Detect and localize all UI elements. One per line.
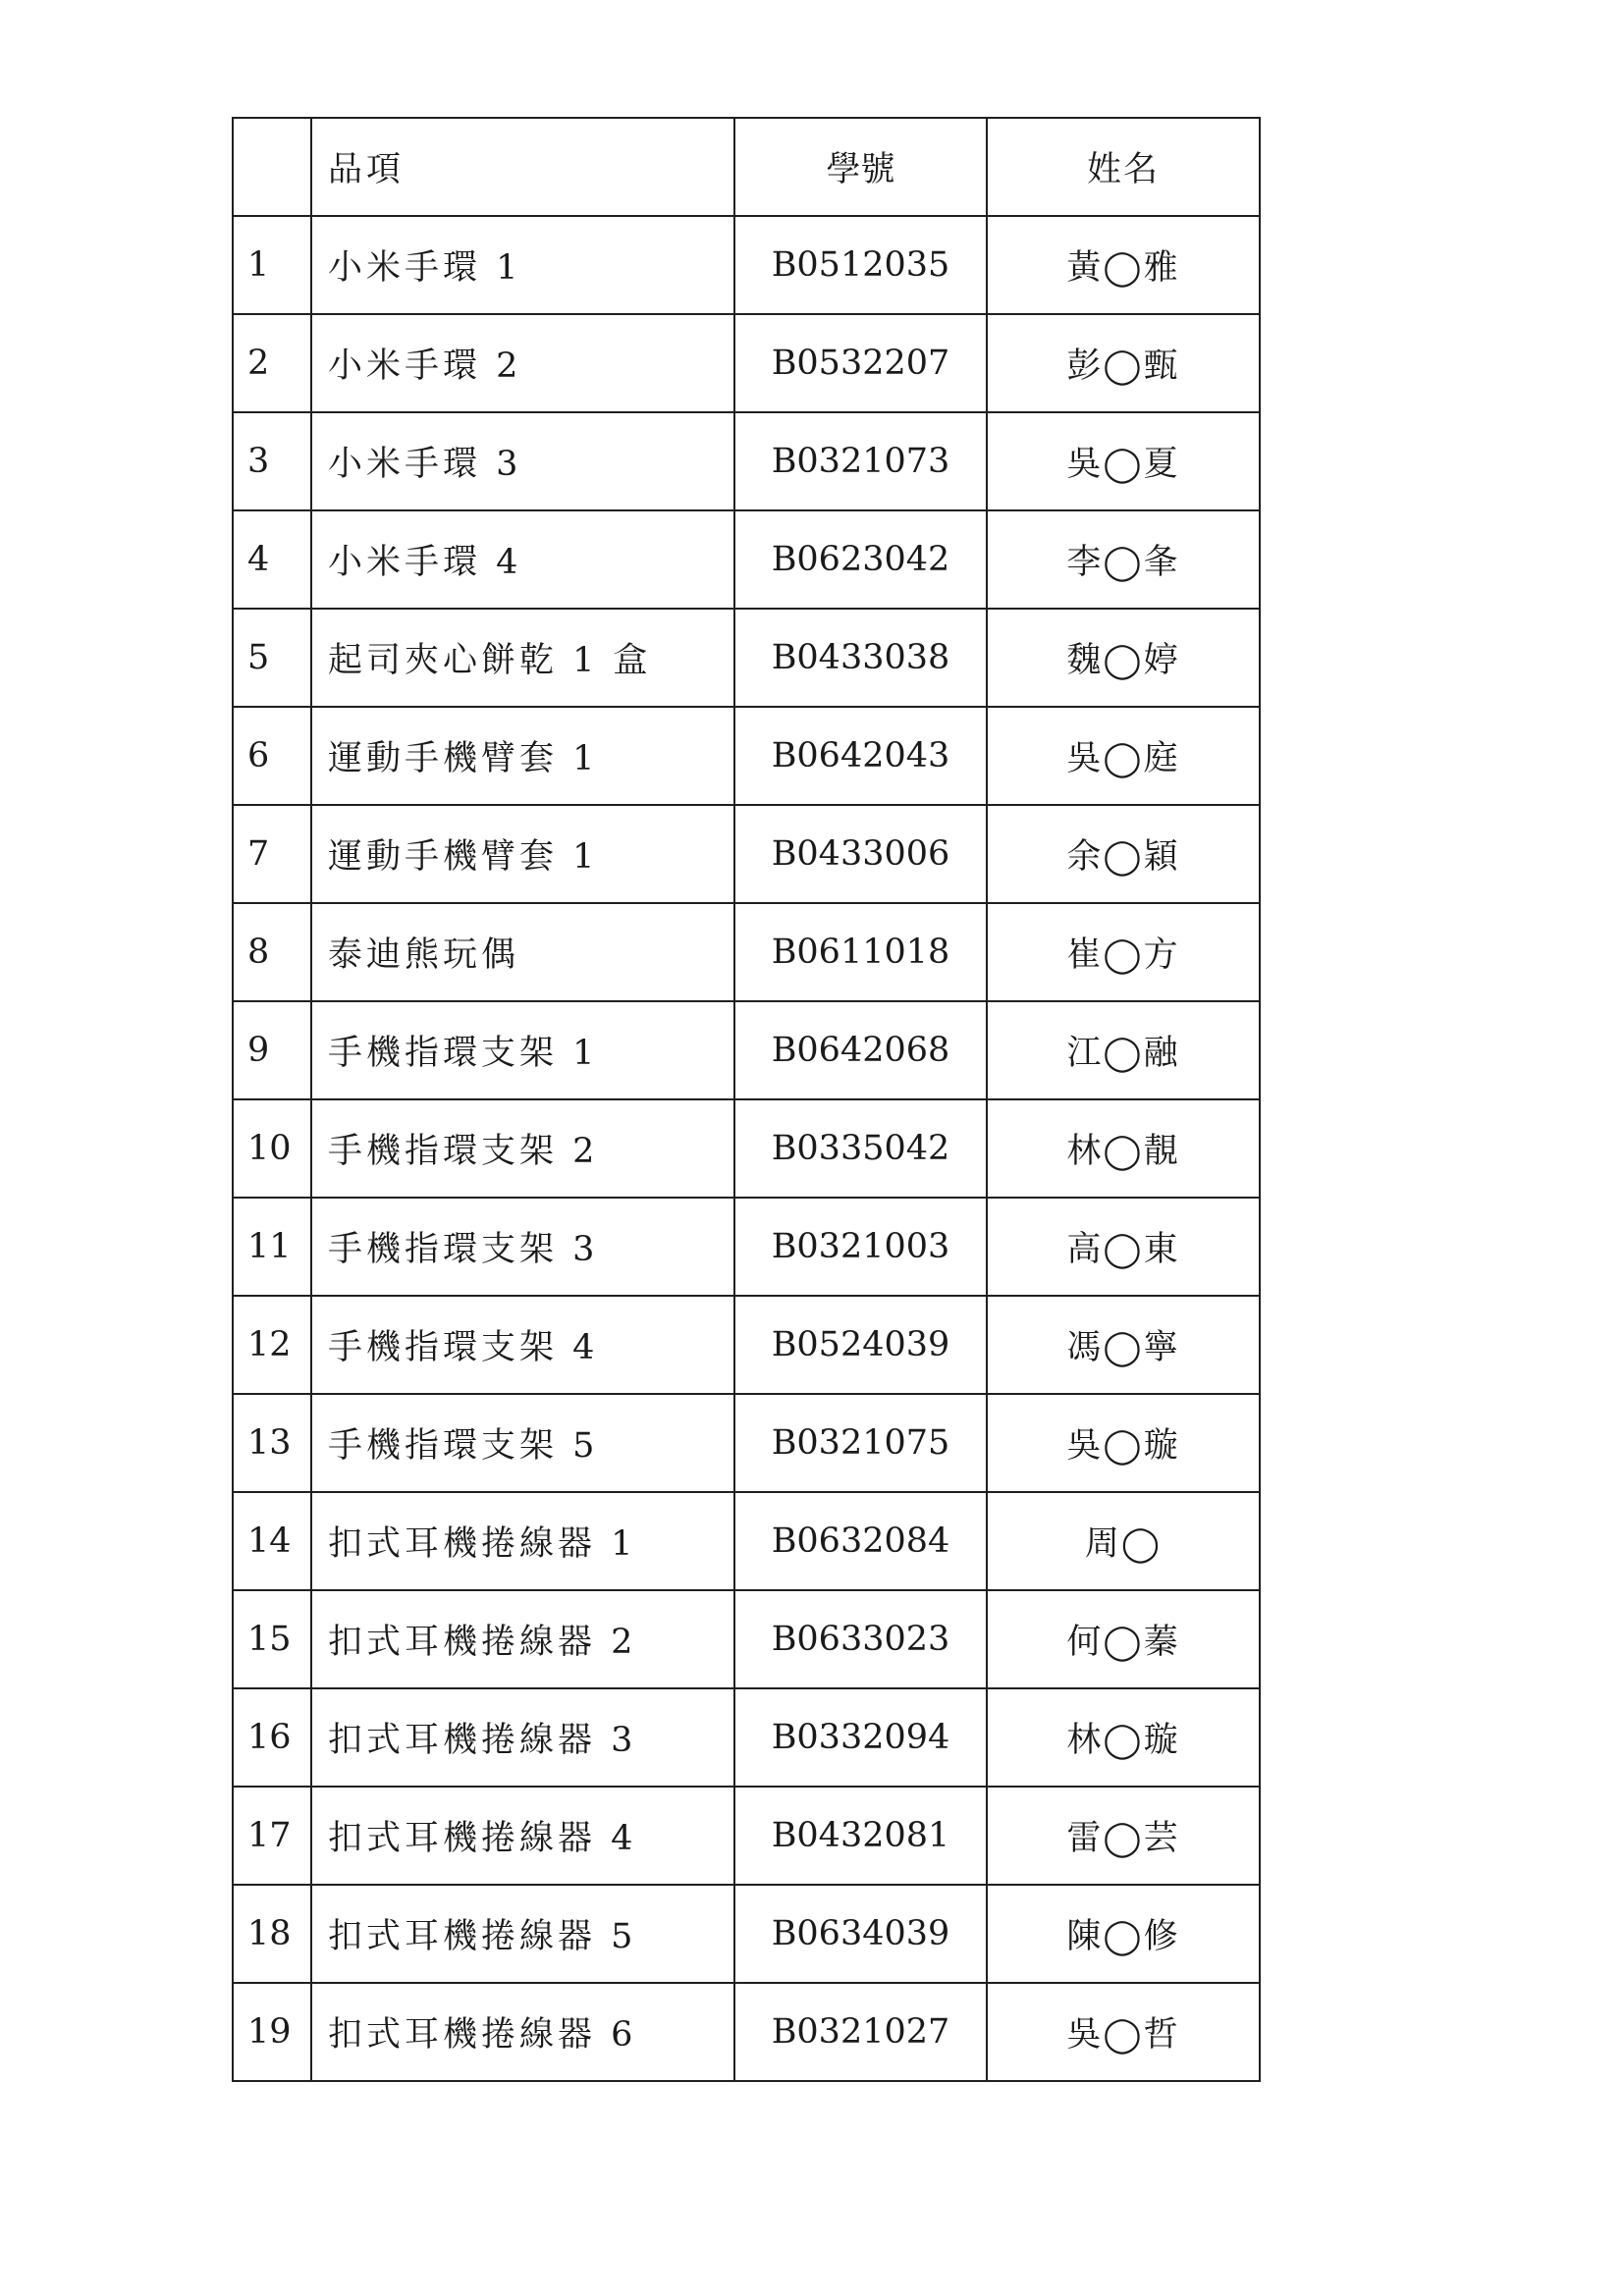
- table-row: [233, 314, 1260, 412]
- name-cell: 林◯靚: [987, 1099, 1260, 1198]
- item-cell: 扣式耳機捲線器 2: [311, 1590, 734, 1688]
- name-cell: 江◯融: [987, 1001, 1260, 1099]
- row-number: 8: [233, 903, 311, 1001]
- table-row: [233, 1688, 1260, 1787]
- table-row: [233, 1099, 1260, 1198]
- header-item: 品項: [311, 118, 734, 216]
- header-name: 姓名: [987, 118, 1260, 216]
- table-row: [233, 1590, 1260, 1688]
- item-cell: 小米手環 4: [311, 510, 734, 609]
- item-cell: 小米手環 1: [311, 216, 734, 314]
- row-number: 4: [233, 510, 311, 609]
- student-id-cell: B0335042: [734, 1099, 987, 1198]
- student-id-cell: B0642068: [734, 1001, 987, 1099]
- table-row: [233, 1394, 1260, 1492]
- name-cell: 吳◯庭: [987, 707, 1260, 805]
- table-row: [233, 805, 1260, 903]
- item-cell: 運動手機臂套 1: [311, 707, 734, 805]
- table-row: [233, 1787, 1260, 1885]
- name-cell: 吳◯璇: [987, 1394, 1260, 1492]
- student-id-cell: B0634039: [734, 1885, 987, 1983]
- item-cell: 手機指環支架 4: [311, 1296, 734, 1394]
- row-number: 7: [233, 805, 311, 903]
- name-cell: 黃◯雅: [987, 216, 1260, 314]
- row-number: 11: [233, 1198, 311, 1296]
- table-row: [233, 1001, 1260, 1099]
- student-id-cell: B0512035: [734, 216, 987, 314]
- row-number: 15: [233, 1590, 311, 1688]
- student-id-cell: B0321075: [734, 1394, 987, 1492]
- item-cell: 起司夾心餅乾 1 盒: [311, 609, 734, 707]
- table-row: [233, 707, 1260, 805]
- row-number: 1: [233, 216, 311, 314]
- row-number: 14: [233, 1492, 311, 1590]
- student-id-cell: B0632084: [734, 1492, 987, 1590]
- table-row: [233, 1198, 1260, 1296]
- name-cell: 高◯東: [987, 1198, 1260, 1296]
- name-cell: 周◯: [987, 1492, 1260, 1590]
- item-cell: 扣式耳機捲線器 6: [311, 1983, 734, 2081]
- item-cell: 小米手環 2: [311, 314, 734, 412]
- row-number: 19: [233, 1983, 311, 2081]
- prize-winners-table: [232, 117, 1261, 2082]
- name-cell: 馮◯寧: [987, 1296, 1260, 1394]
- row-number: 18: [233, 1885, 311, 1983]
- item-cell: 運動手機臂套 1: [311, 805, 734, 903]
- student-id-cell: B0642043: [734, 707, 987, 805]
- item-cell: 泰迪熊玩偶: [311, 903, 734, 1001]
- table-row: [233, 1983, 1260, 2081]
- table-header-row: [233, 118, 1260, 216]
- row-number: 6: [233, 707, 311, 805]
- student-id-cell: B0433038: [734, 609, 987, 707]
- name-cell: 林◯璇: [987, 1688, 1260, 1787]
- table-row: [233, 1296, 1260, 1394]
- student-id-cell: B0321027: [734, 1983, 987, 2081]
- item-cell: 扣式耳機捲線器 4: [311, 1787, 734, 1885]
- table-row: [233, 216, 1260, 314]
- table-body: [233, 216, 1260, 2081]
- item-cell: 手機指環支架 5: [311, 1394, 734, 1492]
- name-cell: 吳◯哲: [987, 1983, 1260, 2081]
- header-student-id: 學號: [734, 118, 987, 216]
- item-cell: 手機指環支架 2: [311, 1099, 734, 1198]
- name-cell: 雷◯芸: [987, 1787, 1260, 1885]
- row-number: 17: [233, 1787, 311, 1885]
- item-cell: 扣式耳機捲線器 5: [311, 1885, 734, 1983]
- header-number: [233, 118, 311, 216]
- table-row: [233, 903, 1260, 1001]
- name-cell: 余◯穎: [987, 805, 1260, 903]
- student-id-cell: B0321003: [734, 1198, 987, 1296]
- item-cell: 手機指環支架 3: [311, 1198, 734, 1296]
- name-cell: 彭◯甄: [987, 314, 1260, 412]
- row-number: 5: [233, 609, 311, 707]
- name-cell: 崔◯方: [987, 903, 1260, 1001]
- row-number: 3: [233, 412, 311, 510]
- name-cell: 李◯夆: [987, 510, 1260, 609]
- item-cell: 扣式耳機捲線器 1: [311, 1492, 734, 1590]
- student-id-cell: B0623042: [734, 510, 987, 609]
- name-cell: 魏◯婷: [987, 609, 1260, 707]
- student-id-cell: B0524039: [734, 1296, 987, 1394]
- student-id-cell: B0432081: [734, 1787, 987, 1885]
- name-cell: 陳◯修: [987, 1885, 1260, 1983]
- row-number: 10: [233, 1099, 311, 1198]
- table-row: [233, 412, 1260, 510]
- item-cell: 小米手環 3: [311, 412, 734, 510]
- student-id-cell: B0633023: [734, 1590, 987, 1688]
- table-row: [233, 1492, 1260, 1590]
- student-id-cell: B0321073: [734, 412, 987, 510]
- row-number: 12: [233, 1296, 311, 1394]
- table-row: [233, 510, 1260, 609]
- row-number: 9: [233, 1001, 311, 1099]
- item-cell: 扣式耳機捲線器 3: [311, 1688, 734, 1787]
- row-number: 16: [233, 1688, 311, 1787]
- item-cell: 手機指環支架 1: [311, 1001, 734, 1099]
- student-id-cell: B0532207: [734, 314, 987, 412]
- student-id-cell: B0611018: [734, 903, 987, 1001]
- row-number: 2: [233, 314, 311, 412]
- table-row: [233, 609, 1260, 707]
- table-row: [233, 1885, 1260, 1983]
- row-number: 13: [233, 1394, 311, 1492]
- student-id-cell: B0433006: [734, 805, 987, 903]
- name-cell: 吳◯夏: [987, 412, 1260, 510]
- name-cell: 何◯蓁: [987, 1590, 1260, 1688]
- student-id-cell: B0332094: [734, 1688, 987, 1787]
